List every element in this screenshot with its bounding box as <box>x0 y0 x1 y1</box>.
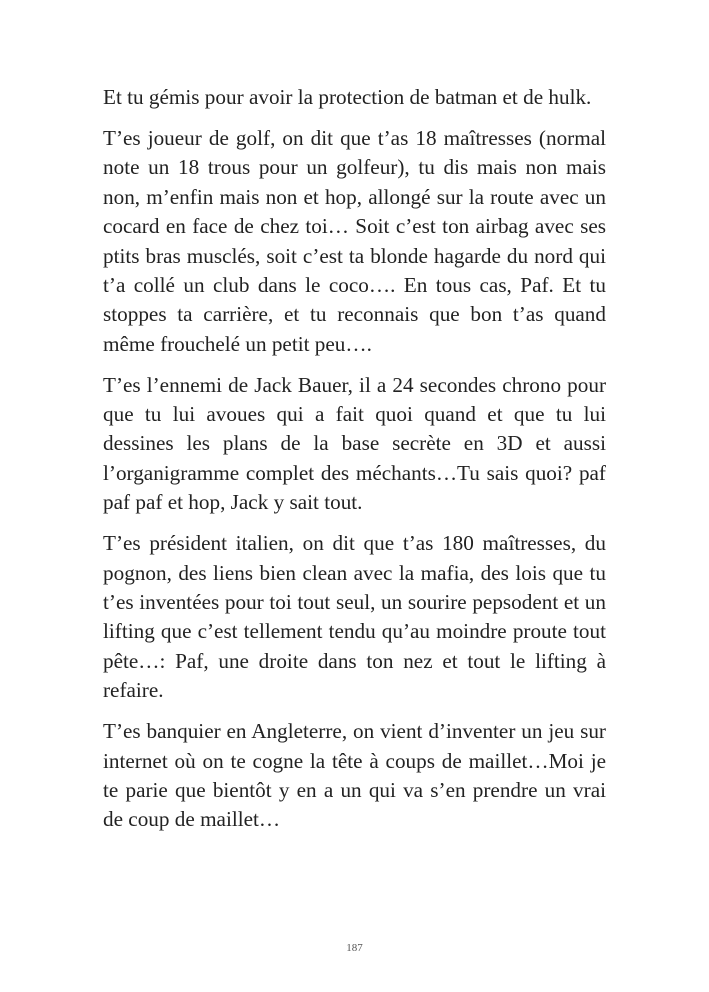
paragraph-italian-president: T’es président italien, on dit que t’as 180 maîtresses, du pognon, des liens bien clean avec la mafia, des lois que tu t’es inventées pour toi tout seul, un sourire pepsodent et un lifting que c’est tellement tendu qu’au moindre proute tout pête…: Paf, une droite dans ton nez et tout le lifting à refaire. <box>103 531 606 703</box>
paragraph-jack-bauer: T’es l’ennemi de Jack Bauer, il a 24 secondes chrono pour que tu lui avoues qui a fait quoi quand et que tu lui dessines les plans de la base secrète en 3D et aussi l’organigramme complet des méchants…Tu sais quoi? paf paf paf et hop, Jack y sait tout. <box>103 372 606 515</box>
paragraph-english-banker: T’es banquier en Angleterre, on vient d’inventer un jeu sur internet où on te cogne la tête à coups de maillet…Moi je te parie que bientôt y en a un qui va s’en prendre un vrai de coup de maillet… <box>103 719 606 832</box>
body-text <box>103 83 606 846</box>
paragraph-golf-player: T’es joueur de golf, on dit que t’as 18 maîtresses (normal note un 18 trous pour un golfeur), tu dis mais non mais non, m’enfin mais non et hop, allongé sur la route avec un cocard en face de chez toi… Soit c’est ton airbag avec ses ptits bras musclés, soit c’est ta blonde hagarde du nord qui t’a collé un club dans le coco…. En tous cas, Paf. Et tu stoppes ta carrière, et tu reconnais que bon t’as quand même frouchelé un petit peu…. <box>103 125 606 356</box>
paragraph-batman-hulk: Et tu gémis pour avoir la protection de batman et de hulk. <box>103 85 592 109</box>
page-number: 187 <box>346 942 363 954</box>
